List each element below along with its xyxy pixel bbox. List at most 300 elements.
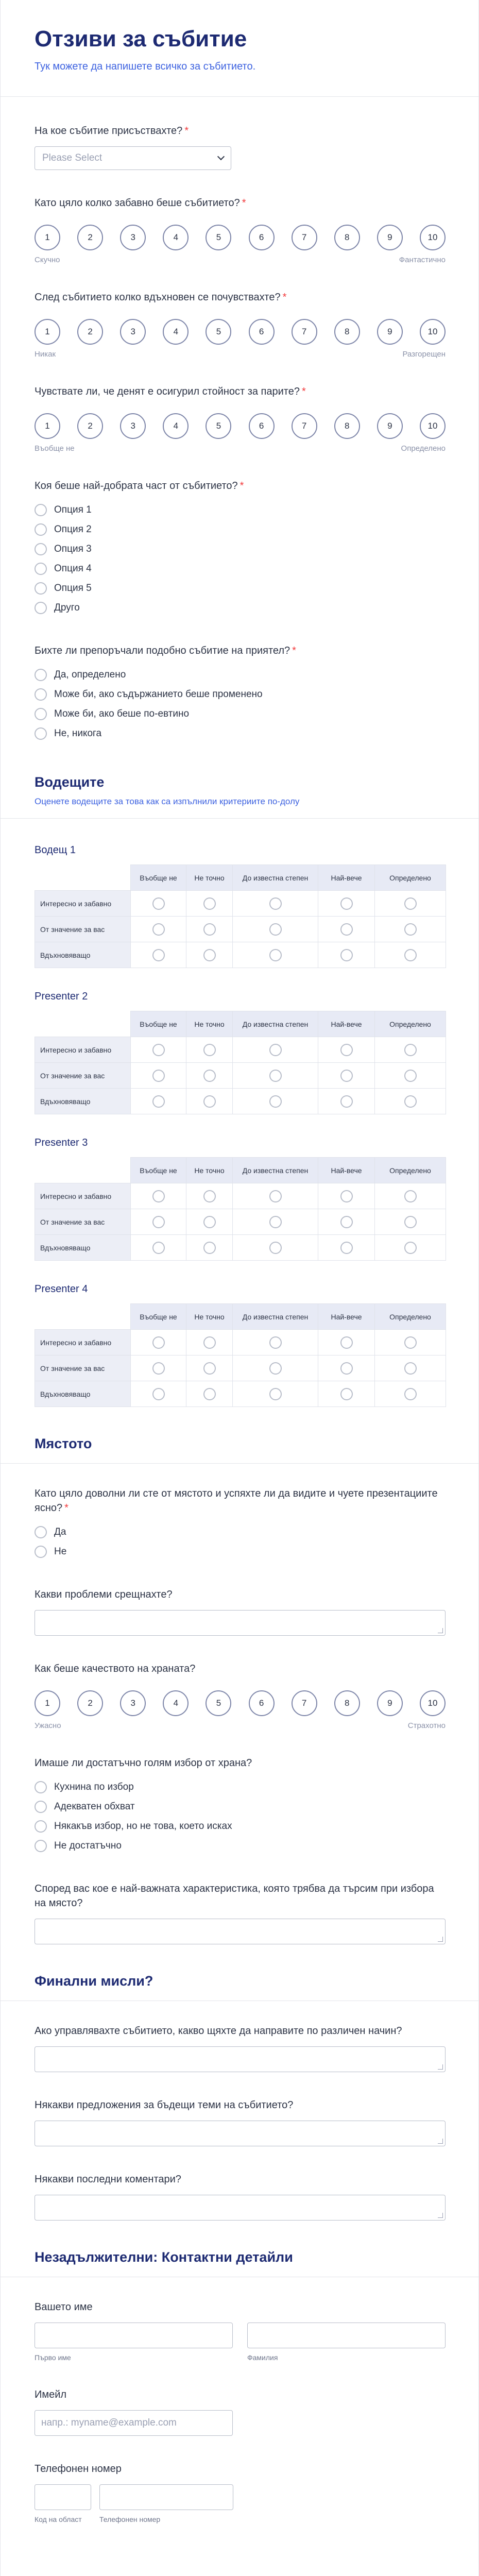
rating-scale bbox=[35, 1690, 444, 1730]
problems-textarea[interactable] bbox=[35, 1610, 446, 1636]
radio-circle-icon[interactable] bbox=[203, 949, 216, 961]
scale-button[interactable]: 4 bbox=[163, 413, 189, 439]
scale-button[interactable]: 2 bbox=[77, 413, 103, 439]
radio-option[interactable] bbox=[35, 1542, 444, 1562]
scale-legend bbox=[35, 1721, 446, 1730]
matrix-cell bbox=[131, 1381, 186, 1407]
scale-button[interactable]: 5 bbox=[206, 225, 231, 250]
scale-button[interactable]: 10 bbox=[420, 319, 446, 345]
radio-circle-icon[interactable] bbox=[340, 897, 353, 910]
radio-circle-icon[interactable] bbox=[152, 1336, 165, 1349]
radio-circle-icon[interactable] bbox=[203, 1242, 216, 1254]
do-differently-textarea[interactable] bbox=[35, 2046, 446, 2072]
section-venue bbox=[1, 1436, 478, 1464]
last-name-input[interactable] bbox=[247, 2323, 446, 2348]
matrix-cell bbox=[233, 1355, 318, 1381]
required-marker: * bbox=[292, 645, 296, 657]
radio-circle-icon[interactable] bbox=[35, 727, 47, 740]
radio-circle-icon[interactable] bbox=[340, 1388, 353, 1400]
radio-circle-icon[interactable] bbox=[35, 1781, 47, 1793]
scale-button[interactable]: 8 bbox=[334, 1690, 360, 1716]
radio-circle-icon[interactable] bbox=[35, 669, 47, 681]
radio-circle-icon[interactable] bbox=[152, 1242, 165, 1254]
matrix-column-header: Въобще не bbox=[131, 1011, 186, 1037]
resize-handle-icon[interactable] bbox=[438, 2213, 443, 2218]
radio-option-label: Не, никога bbox=[54, 728, 102, 739]
radio-circle-icon[interactable] bbox=[340, 1070, 353, 1082]
matrix-cell bbox=[233, 1381, 318, 1407]
radio-circle-icon[interactable] bbox=[203, 1336, 216, 1349]
matrix-cell bbox=[186, 1037, 233, 1063]
matrix-cell bbox=[131, 1037, 186, 1063]
scale-low-label: Въобще не bbox=[35, 444, 75, 453]
matrix-column-header: Най-вече bbox=[318, 1011, 375, 1037]
radio-circle-icon[interactable] bbox=[152, 1216, 165, 1228]
radio-circle-icon[interactable] bbox=[35, 1546, 47, 1558]
radio-option-label: Кухнина по избор bbox=[54, 1782, 134, 1793]
question-inspired bbox=[35, 290, 444, 359]
radio-circle-icon[interactable] bbox=[203, 1044, 216, 1056]
radio-circle-icon[interactable] bbox=[269, 949, 282, 961]
radio-circle-icon[interactable] bbox=[152, 1070, 165, 1082]
matrix-row-label: Вдъхновяващо bbox=[35, 942, 131, 968]
question-problems bbox=[35, 1587, 444, 1636]
question-venue-satisfaction bbox=[35, 1486, 444, 1562]
radio-circle-icon[interactable] bbox=[269, 1388, 282, 1400]
email-input[interactable] bbox=[35, 2410, 233, 2436]
matrix-column-header: Въобще не bbox=[131, 1304, 186, 1330]
radio-circle-icon[interactable] bbox=[203, 1216, 216, 1228]
radio-option[interactable] bbox=[35, 685, 444, 704]
scale-button[interactable]: 9 bbox=[377, 1690, 403, 1716]
radio-circle-icon[interactable] bbox=[152, 1190, 165, 1202]
radio-group bbox=[35, 665, 444, 743]
scale-button[interactable]: 1 bbox=[35, 413, 60, 439]
radio-option[interactable] bbox=[35, 579, 444, 598]
required-marker: * bbox=[64, 1502, 69, 1514]
question-fun bbox=[35, 196, 444, 264]
radio-circle-icon[interactable] bbox=[35, 1526, 47, 1538]
radio-circle-icon[interactable] bbox=[152, 949, 165, 961]
radio-circle-icon[interactable] bbox=[269, 897, 282, 910]
matrix-column-header: Не точно bbox=[186, 865, 233, 891]
matrix-column-header: Определено bbox=[375, 865, 446, 891]
radio-circle-icon[interactable] bbox=[404, 1070, 417, 1082]
radio-circle-icon[interactable] bbox=[269, 1044, 282, 1056]
scale-button[interactable]: 6 bbox=[249, 225, 275, 250]
radio-option-label: Адекватен обхват bbox=[54, 1801, 135, 1812]
radio-option-label: Опция 5 bbox=[54, 583, 92, 594]
resize-handle-icon[interactable] bbox=[438, 2064, 443, 2070]
scale-button[interactable]: 6 bbox=[249, 413, 275, 439]
radio-circle-icon[interactable] bbox=[203, 1095, 216, 1108]
radio-circle-icon[interactable] bbox=[152, 897, 165, 910]
radio-option-label: Опция 3 bbox=[54, 544, 92, 555]
required-marker: * bbox=[184, 125, 189, 137]
matrix-row bbox=[35, 1037, 446, 1063]
speaker-matrix bbox=[35, 991, 444, 1114]
radio-circle-icon[interactable] bbox=[35, 582, 47, 595]
question-event bbox=[35, 124, 444, 170]
question-food-choice bbox=[35, 1756, 444, 1856]
question-best-part bbox=[35, 479, 444, 618]
radio-option[interactable] bbox=[35, 1522, 444, 1542]
resize-handle-icon[interactable] bbox=[438, 1628, 443, 1633]
matrix-cell bbox=[233, 1330, 318, 1355]
scale-button[interactable]: 4 bbox=[163, 319, 189, 345]
radio-option[interactable] bbox=[35, 559, 444, 579]
matrix-column-header: Въобще не bbox=[131, 1158, 186, 1183]
matrix-column-header: Определено bbox=[375, 1304, 446, 1330]
radio-option[interactable] bbox=[35, 724, 444, 743]
scale-button[interactable]: 6 bbox=[249, 319, 275, 345]
required-marker: * bbox=[242, 197, 246, 209]
resize-handle-icon[interactable] bbox=[438, 1937, 443, 1942]
radio-circle-icon[interactable] bbox=[340, 923, 353, 936]
last-name-col bbox=[247, 2323, 446, 2362]
scale-button[interactable]: 8 bbox=[334, 413, 360, 439]
matrix-cell bbox=[318, 1183, 375, 1209]
scale-button[interactable]: 7 bbox=[292, 319, 317, 345]
radio-option-label: Някакъв избор, но не това, което исках bbox=[54, 1821, 232, 1832]
radio-circle-icon[interactable] bbox=[203, 1070, 216, 1082]
matrix-cell bbox=[375, 1209, 446, 1235]
radio-option-label: Да, определено bbox=[54, 669, 126, 681]
question-label: Някакви предложения за бъдещи теми на събитието? bbox=[35, 2099, 294, 2111]
matrix-column-header: Не точно bbox=[186, 1304, 233, 1330]
radio-circle-icon[interactable] bbox=[269, 923, 282, 936]
radio-option[interactable] bbox=[35, 1836, 444, 1856]
radio-circle-icon[interactable] bbox=[404, 1216, 417, 1228]
matrix-cell bbox=[375, 1037, 446, 1063]
matrix-cell bbox=[186, 891, 233, 917]
matrix-row bbox=[35, 1355, 446, 1381]
name-row bbox=[35, 2323, 444, 2362]
radio-circle-icon[interactable] bbox=[152, 923, 165, 936]
radio-circle-icon[interactable] bbox=[152, 1362, 165, 1375]
phone-number-sublabel: Телефонен номер bbox=[99, 2515, 161, 2524]
event-select[interactable] bbox=[35, 146, 231, 170]
matrix-cell bbox=[186, 1381, 233, 1407]
matrix-column-header: Въобще не bbox=[131, 865, 186, 891]
radio-circle-icon[interactable] bbox=[404, 897, 417, 910]
matrix-cell bbox=[233, 1235, 318, 1261]
matrix-cell bbox=[318, 1381, 375, 1407]
matrix-cell bbox=[186, 1089, 233, 1114]
radio-circle-icon[interactable] bbox=[203, 1388, 216, 1400]
section-subtitle: Оценете водещите за това как са изпълнили критериите по-долу bbox=[35, 796, 300, 807]
radio-circle-icon[interactable] bbox=[404, 1388, 417, 1400]
matrix-column-header: Най-вече bbox=[318, 1304, 375, 1330]
scale-button[interactable]: 3 bbox=[120, 225, 146, 250]
radio-circle-icon[interactable] bbox=[35, 708, 47, 720]
radio-circle-icon[interactable] bbox=[404, 1362, 417, 1375]
question-label: Бихте ли препоръчали подобно събитие на приятел? * bbox=[35, 645, 296, 657]
radio-option-label: Може би, ако съдържанието беше променено bbox=[54, 689, 263, 700]
matrix-cell bbox=[131, 891, 186, 917]
question-label: Имейл bbox=[35, 2389, 67, 2401]
matrix-row bbox=[35, 1381, 446, 1407]
scale-button[interactable]: 1 bbox=[35, 319, 60, 345]
section-title: Водещите bbox=[35, 774, 105, 790]
scale-row bbox=[35, 1690, 446, 1716]
scale-high-label: Страхотно bbox=[407, 1721, 446, 1731]
scale-button[interactable]: 4 bbox=[163, 1690, 189, 1716]
radio-option[interactable] bbox=[35, 520, 444, 539]
scale-button[interactable]: 7 bbox=[292, 1690, 317, 1716]
matrix-cell bbox=[233, 942, 318, 968]
matrix-row-label: От значение за вас bbox=[35, 1355, 131, 1381]
matrix-row-label: Интересно и забавно bbox=[35, 1183, 131, 1209]
radio-circle-icon[interactable] bbox=[340, 1095, 353, 1108]
matrix-cell bbox=[233, 1183, 318, 1209]
question-label: Като цяло колко забавно беше събитието? * bbox=[35, 197, 246, 209]
radio-circle-icon[interactable] bbox=[340, 1336, 353, 1349]
scale-button[interactable]: 9 bbox=[377, 225, 403, 250]
question-email bbox=[35, 2387, 444, 2436]
radio-circle-icon[interactable] bbox=[269, 1242, 282, 1254]
scale-button[interactable]: 5 bbox=[206, 1690, 231, 1716]
matrix-row bbox=[35, 1063, 446, 1089]
radio-circle-icon[interactable] bbox=[340, 1190, 353, 1202]
matrix-cell bbox=[131, 1183, 186, 1209]
matrix-column-header: До известна степен bbox=[233, 1158, 318, 1183]
speaker-matrices bbox=[35, 844, 444, 1407]
matrix-column-header: До известна степен bbox=[233, 1011, 318, 1037]
matrix-column-header: Най-вече bbox=[318, 865, 375, 891]
radio-circle-icon[interactable] bbox=[35, 523, 47, 536]
matrix-cell bbox=[375, 1089, 446, 1114]
chevron-down-icon bbox=[217, 153, 225, 160]
radio-circle-icon[interactable] bbox=[404, 1242, 417, 1254]
future-topics-textarea[interactable] bbox=[35, 2121, 446, 2146]
scale-button[interactable]: 8 bbox=[334, 319, 360, 345]
scale-button[interactable]: 2 bbox=[77, 1690, 103, 1716]
scale-button[interactable]: 9 bbox=[377, 319, 403, 345]
form-content bbox=[1, 124, 478, 2523]
scale-button[interactable]: 5 bbox=[206, 319, 231, 345]
matrix-cell bbox=[375, 1355, 446, 1381]
radio-circle-icon[interactable] bbox=[269, 1216, 282, 1228]
matrix-cell bbox=[233, 917, 318, 942]
radio-circle-icon[interactable] bbox=[269, 1190, 282, 1202]
question-label: Ако управлявахте събитието, какво щяхте да направите по различен начин? bbox=[35, 2025, 402, 2037]
question-label: Според вас кое е най-важната характеристика, която трябва да търсим при избора на място? bbox=[35, 1883, 434, 1909]
matrix-column-header: Най-вече bbox=[318, 1158, 375, 1183]
matrix-cell bbox=[318, 1063, 375, 1089]
radio-circle-icon[interactable] bbox=[203, 897, 216, 910]
matrix-cell bbox=[186, 1209, 233, 1235]
question-label: Чувствате ли, че денят е осигурил стойност за парите? * bbox=[35, 386, 306, 398]
section-speakers bbox=[1, 774, 478, 819]
matrix-cell bbox=[318, 942, 375, 968]
matrix-row-label: Интересно и забавно bbox=[35, 1037, 131, 1063]
scale-button[interactable]: 1 bbox=[35, 225, 60, 250]
matrix-cell bbox=[131, 942, 186, 968]
matrix-cell bbox=[131, 1063, 186, 1089]
scale-low-label: Никак bbox=[35, 350, 56, 359]
scale-button[interactable]: 4 bbox=[163, 225, 189, 250]
matrix-cell bbox=[375, 942, 446, 968]
matrix-cell bbox=[318, 1235, 375, 1261]
radio-circle-icon[interactable] bbox=[35, 602, 47, 614]
radio-circle-icon[interactable] bbox=[269, 1095, 282, 1108]
matrix-title: Presenter 2 bbox=[35, 991, 88, 1003]
area-code-sublabel: Код на област bbox=[35, 2515, 82, 2524]
scale-button[interactable]: 1 bbox=[35, 1690, 60, 1716]
radio-circle-icon[interactable] bbox=[269, 1336, 282, 1349]
radio-circle-icon[interactable] bbox=[404, 1044, 417, 1056]
matrix-title: Presenter 4 bbox=[35, 1283, 88, 1295]
scale-button[interactable]: 3 bbox=[120, 1690, 146, 1716]
rating-scale bbox=[35, 225, 444, 264]
scale-button[interactable]: 3 bbox=[120, 413, 146, 439]
matrix-row bbox=[35, 917, 446, 942]
radio-circle-icon[interactable] bbox=[35, 543, 47, 555]
radio-circle-icon[interactable] bbox=[35, 1801, 47, 1813]
question-label: Вашето име bbox=[35, 2301, 93, 2313]
radio-circle-icon[interactable] bbox=[203, 923, 216, 936]
radio-circle-icon[interactable] bbox=[35, 1820, 47, 1833]
section-final bbox=[1, 1973, 478, 2001]
radio-circle-icon[interactable] bbox=[340, 949, 353, 961]
matrix-corner bbox=[35, 1158, 131, 1183]
area-code-col bbox=[35, 2484, 91, 2523]
matrix-cell bbox=[318, 1209, 375, 1235]
scale-button[interactable]: 8 bbox=[334, 225, 360, 250]
phone-number-input[interactable] bbox=[99, 2484, 233, 2510]
radio-circle-icon[interactable] bbox=[203, 1190, 216, 1202]
matrix-cell bbox=[131, 1330, 186, 1355]
matrix-cell bbox=[318, 1037, 375, 1063]
radio-option[interactable] bbox=[35, 704, 444, 724]
speaker-matrix bbox=[35, 1283, 444, 1407]
resize-handle-icon[interactable] bbox=[438, 2139, 443, 2144]
matrix-row bbox=[35, 942, 446, 968]
radio-circle-icon[interactable] bbox=[340, 1216, 353, 1228]
matrix-column-header: До известна степен bbox=[233, 1304, 318, 1330]
radio-circle-icon[interactable] bbox=[340, 1362, 353, 1375]
radio-option[interactable] bbox=[35, 1817, 444, 1836]
question-label: Какви проблеми срещнахте? bbox=[35, 1589, 173, 1601]
matrix-cell bbox=[375, 1183, 446, 1209]
radio-circle-icon[interactable] bbox=[404, 1336, 417, 1349]
matrix-cell bbox=[375, 1330, 446, 1355]
scale-legend bbox=[35, 444, 446, 453]
radio-option[interactable] bbox=[35, 1797, 444, 1817]
radio-option[interactable] bbox=[35, 539, 444, 559]
scale-button[interactable]: 10 bbox=[420, 1690, 446, 1716]
scale-button[interactable]: 5 bbox=[206, 413, 231, 439]
radio-circle-icon[interactable] bbox=[35, 688, 47, 701]
radio-circle-icon[interactable] bbox=[340, 1242, 353, 1254]
question-label: Как беше качеството на храната? bbox=[35, 1663, 196, 1675]
radio-option[interactable] bbox=[35, 500, 444, 520]
matrix-cell bbox=[233, 891, 318, 917]
rating-matrix bbox=[35, 1011, 446, 1114]
select-placeholder: Please Select bbox=[42, 152, 102, 164]
radio-circle-icon[interactable] bbox=[35, 563, 47, 575]
matrix-row-label: Интересно и забавно bbox=[35, 1330, 131, 1355]
radio-option-label: Опция 4 bbox=[54, 563, 92, 574]
radio-circle-icon[interactable] bbox=[404, 949, 417, 961]
rating-matrix bbox=[35, 1157, 446, 1261]
radio-circle-icon[interactable] bbox=[404, 1095, 417, 1108]
radio-circle-icon[interactable] bbox=[404, 923, 417, 936]
radio-option[interactable] bbox=[35, 665, 444, 685]
question-label: На кое събитие присъствахте? * bbox=[35, 125, 189, 137]
matrix-cell bbox=[318, 1330, 375, 1355]
speaker-matrix bbox=[35, 844, 444, 968]
matrix-column-header: До известна степен bbox=[233, 865, 318, 891]
matrix-corner bbox=[35, 1304, 131, 1330]
matrix-row bbox=[35, 1183, 446, 1209]
matrix-cell bbox=[131, 1209, 186, 1235]
radio-option-label: Опция 1 bbox=[54, 504, 92, 516]
question-label: Някакви последни коментари? bbox=[35, 2174, 181, 2185]
radio-circle-icon[interactable] bbox=[152, 1044, 165, 1056]
radio-circle-icon[interactable] bbox=[35, 1840, 47, 1852]
venue-feature-textarea[interactable] bbox=[35, 1919, 446, 1944]
question-name bbox=[35, 2300, 444, 2362]
final-comments-textarea[interactable] bbox=[35, 2195, 446, 2221]
scale-button[interactable]: 6 bbox=[249, 1690, 275, 1716]
question-label: Телефонен номер bbox=[35, 2463, 122, 2475]
scale-button[interactable]: 7 bbox=[292, 225, 317, 250]
form-subtitle: Тук можете да напишете всичко за събитието. bbox=[35, 61, 256, 73]
radio-option[interactable] bbox=[35, 1777, 444, 1797]
matrix-cell bbox=[375, 1235, 446, 1261]
radio-option[interactable] bbox=[35, 598, 444, 618]
scale-button[interactable]: 2 bbox=[77, 225, 103, 250]
scale-button[interactable]: 7 bbox=[292, 413, 317, 439]
matrix-cell bbox=[186, 917, 233, 942]
matrix-cell bbox=[131, 1355, 186, 1381]
radio-circle-icon[interactable] bbox=[404, 1190, 417, 1202]
scale-button[interactable]: 3 bbox=[120, 319, 146, 345]
area-code-input[interactable] bbox=[35, 2484, 91, 2510]
radio-circle-icon[interactable] bbox=[35, 504, 47, 516]
phone-number-col bbox=[99, 2484, 233, 2523]
scale-button[interactable]: 9 bbox=[377, 413, 403, 439]
scale-button[interactable]: 10 bbox=[420, 413, 446, 439]
scale-button[interactable]: 10 bbox=[420, 225, 446, 250]
question-do-differently bbox=[35, 2024, 444, 2072]
matrix-cell bbox=[186, 942, 233, 968]
scale-legend bbox=[35, 350, 446, 359]
question-value bbox=[35, 384, 444, 453]
radio-circle-icon[interactable] bbox=[269, 1070, 282, 1082]
question-phone bbox=[35, 2462, 444, 2523]
radio-option-label: Опция 2 bbox=[54, 524, 92, 535]
matrix-cell bbox=[233, 1209, 318, 1235]
rating-matrix bbox=[35, 1303, 446, 1407]
scale-legend bbox=[35, 256, 446, 264]
scale-button[interactable]: 2 bbox=[77, 319, 103, 345]
question-label: Имаше ли достатъчно голям избор от храна? bbox=[35, 1757, 252, 1769]
matrix-title: Водещ 1 bbox=[35, 844, 76, 856]
scale-high-label: Определено bbox=[401, 444, 446, 453]
radio-circle-icon[interactable] bbox=[340, 1044, 353, 1056]
first-name-input[interactable] bbox=[35, 2323, 233, 2348]
radio-circle-icon[interactable] bbox=[152, 1095, 165, 1108]
radio-circle-icon[interactable] bbox=[203, 1362, 216, 1375]
section-title: Финални мисли? bbox=[35, 1973, 153, 1989]
radio-circle-icon[interactable] bbox=[269, 1362, 282, 1375]
matrix-column-header: Не точно bbox=[186, 1011, 233, 1037]
radio-circle-icon[interactable] bbox=[152, 1388, 165, 1400]
matrix-cell bbox=[131, 1089, 186, 1114]
